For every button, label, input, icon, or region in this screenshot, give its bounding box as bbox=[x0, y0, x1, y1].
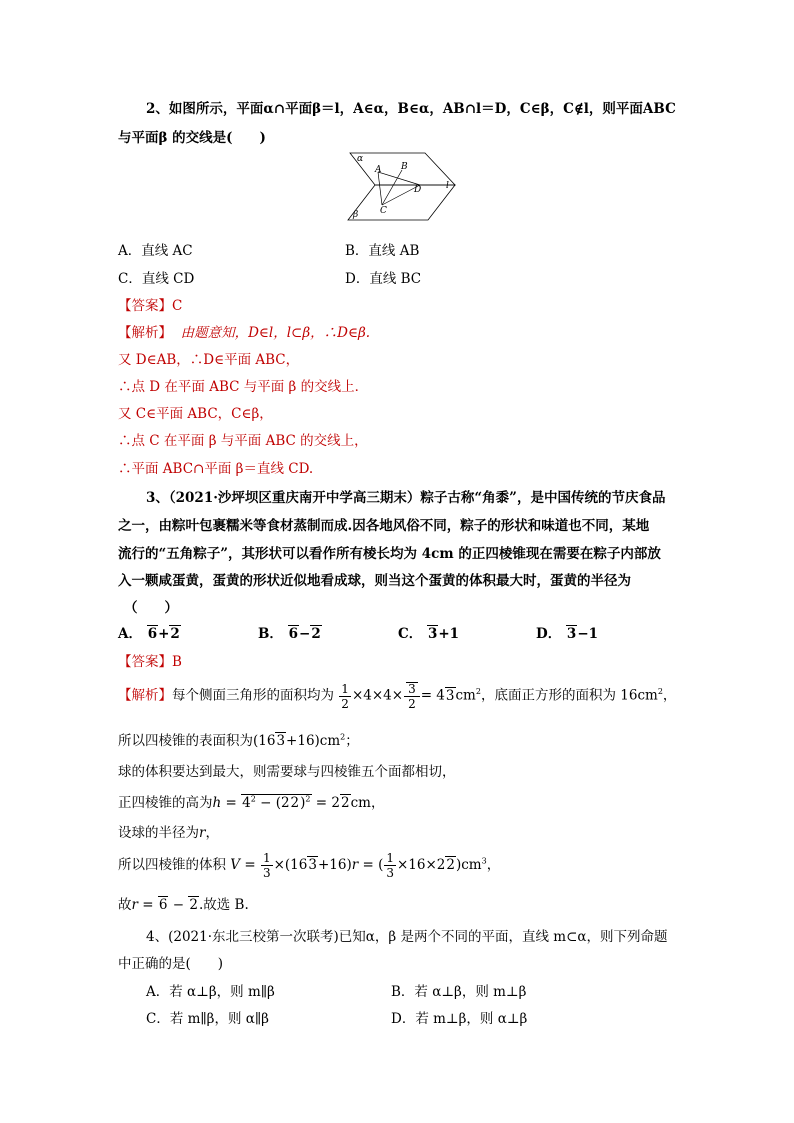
q3-stem-line1: 3、（2021·沙坪坝区重庆南开中学高三期末）粽子古称“角黍”，是中国传统的节庆食品 bbox=[146, 490, 666, 506]
q3-analysis-line2: 所以四棱锥的表面积为$(163+16)cm^2$； bbox=[118, 732, 359, 749]
q3-analysis-line6: 所以四棱锥的体积 V = $\frac{1}{3}$ ×(163+16)r = ( $\frac{1}{3}$ $\times 16\times 22)cm^3$， bbox=[118, 851, 501, 880]
q2-option-b: B．直线 AB bbox=[345, 243, 420, 259]
q3-option-d: D． 3−1 bbox=[536, 626, 599, 642]
q2-analysis-label: 【解析】 bbox=[118, 325, 172, 341]
q4-option-d: D．若 m⊥β，则 α⊥β bbox=[391, 1011, 528, 1027]
q2-option-a: A．直线 AC bbox=[118, 243, 193, 259]
q3-analysis-line7: 故r = 6 − 2.故选 B. bbox=[118, 897, 249, 913]
q2-analysis-line5: ∴点 C 在平面 β 与平面 ABC 的交线上， bbox=[118, 433, 368, 449]
q3-stem-line4: 入一颗咸蛋黄，蛋黄的形状近似地看成球，则当这个蛋黄的体积最大时，蛋黄的半径为 bbox=[118, 573, 631, 589]
q3-stem-line3: 流行的“五角粽子”，其形状可以看作所有棱长均为 4cm 的正四棱锥现在需要在粽子内部放 bbox=[118, 546, 661, 562]
q3-option-a: A． 6+2 bbox=[118, 626, 180, 642]
q2-option-c: C．直线 CD bbox=[118, 271, 195, 287]
q2-analysis-line2: 又 D∈AB，∴D∈平面 ABC， bbox=[118, 352, 300, 368]
label-D: D bbox=[414, 185, 422, 195]
label-beta: β bbox=[353, 210, 359, 220]
plane-beta bbox=[348, 185, 455, 220]
q2-answer: 【答案】C bbox=[118, 298, 183, 314]
q4-option-a: A．若 α⊥β，则 m∥β bbox=[146, 984, 275, 1000]
q3-analysis-line3: 球的体积要达到最大，则需要球与四棱锥五个面都相切， bbox=[118, 764, 456, 780]
q3-answer: 【答案】B bbox=[118, 654, 182, 670]
q2-option-d: D．直线 BC bbox=[345, 271, 422, 287]
q2-stem-line2: 与平面β 的交线是( ) bbox=[118, 130, 266, 146]
q2-stem-line1: 2、如图所示，平面α∩平面β＝l，A∈α，B∈α，AB∩l＝D，C∈β，C∉l，则平面ABC bbox=[146, 101, 676, 117]
q4-stem-line1: 4、(2021·东北三校第一次联考)已知α，β 是两个不同的平面，直线 m⊂α，则下列命题 bbox=[146, 929, 668, 945]
line-AC bbox=[378, 172, 382, 205]
q2-figure bbox=[340, 150, 460, 222]
q3-option-b: B． 6−2 bbox=[258, 626, 321, 642]
q4-option-c: C．若 m∥β，则 α∥β bbox=[146, 1011, 269, 1027]
q3-analysis-label: 【解析】 bbox=[118, 687, 172, 704]
q2-analysis-line1: 【解析】 由题意知，D∈l，l⊂β，∴D∈β. bbox=[118, 325, 371, 341]
label-C: C bbox=[380, 206, 387, 216]
q3-stem-line5: （ ） bbox=[124, 600, 178, 616]
q4-stem-line2: 中正确的是( ) bbox=[118, 956, 224, 972]
q2-analysis-line6: ∴平面 ABC∩平面 β＝直线 CD. bbox=[118, 461, 314, 477]
label-alpha: α bbox=[357, 154, 364, 164]
q3-option-c: C． 3+1 bbox=[398, 626, 460, 642]
q3-stem-line2: 之一，由粽叶包裹糯米等食材蒸制而成.因各地风俗不同，粽子的形状和味道也不同，某地 bbox=[118, 518, 650, 534]
label-l: l bbox=[446, 181, 449, 191]
q4-option-b: B．若 α⊥β，则 m⊥β bbox=[391, 984, 527, 1000]
label-A: A bbox=[375, 165, 382, 175]
q3-analysis-line1: 【解析】每个侧面三角形的面积均为 $\frac{1}{2}$ ×4×4× $\frac{3}{2}$ = $43cm^2$，底面正方形的面积为 $16cm^2$， bbox=[118, 681, 677, 711]
q2-analysis-line4: 又 C∈平面 ABC，C∈β， bbox=[118, 406, 273, 422]
q3-analysis-line4: 正四棱锥的高为$h = 4^2 - (22)^2 = 22cm$， bbox=[118, 794, 385, 811]
label-B: B bbox=[401, 162, 408, 172]
q3-analysis-line5: 设球的半径为r， bbox=[118, 825, 219, 841]
line-AB-extended bbox=[378, 172, 420, 185]
q2-analysis-line3: ∴点 D 在平面 ABC 与平面 β 的交线上． bbox=[118, 379, 369, 395]
